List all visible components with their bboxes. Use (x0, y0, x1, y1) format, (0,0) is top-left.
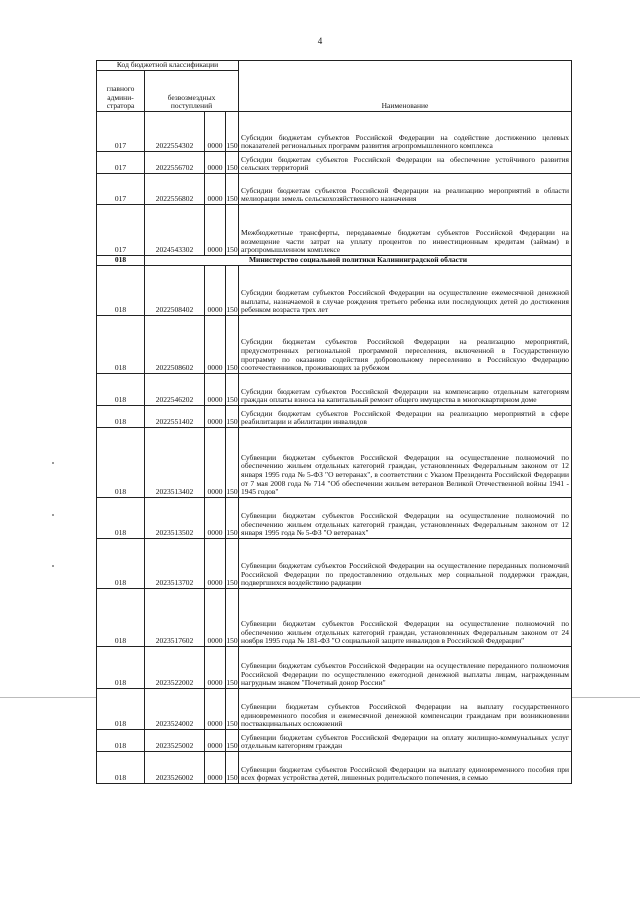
income-code-cell: 2023513702 (145, 539, 205, 589)
table-row (97, 689, 572, 730)
admin-code-cell: 018 (97, 539, 145, 589)
subtype-code-cell: 0000 (205, 539, 226, 589)
income-code-cell: 2023525002 (145, 730, 205, 752)
income-code-cell: 2024543302 (145, 205, 205, 256)
kind-code-cell: 150 (226, 374, 239, 406)
income-code-cell: 2022556702 (145, 152, 205, 174)
table-row (97, 539, 572, 589)
subtype-code-cell: 0000 (205, 428, 226, 498)
description-cell: Субсидии бюджетам субъектов Российской Федерации на реализацию мероприятий в сфере реабилитации и абилитации инвалидов (239, 406, 572, 428)
scan-artifact-dot (52, 565, 54, 567)
page-number: 4 (317, 36, 323, 46)
income-code-cell: 2022508602 (145, 316, 205, 374)
kind-code-cell: 150 (226, 589, 239, 647)
subtype-code-cell: 0000 (205, 266, 226, 316)
admin-code-cell: 018 (97, 589, 145, 647)
admin-code-cell: 018 (97, 498, 145, 539)
kind-code-cell: 150 (226, 498, 239, 539)
kind-code-cell: 150 (226, 689, 239, 730)
subtype-code-cell: 0000 (205, 112, 226, 152)
subtype-code-cell: 0000 (205, 406, 226, 428)
budget-classification-table (96, 60, 572, 784)
table-row (97, 647, 572, 689)
admin-code-cell: 018 (97, 374, 145, 406)
admin-code-cell: 017 (97, 152, 145, 174)
kind-code-cell: 150 (226, 152, 239, 174)
admin-code-cell: 018 (97, 647, 145, 689)
scan-artifact-dot (52, 462, 54, 464)
description-cell: Субсидии бюджетам субъектов Российской Федерации на реализацию мероприятий, предусмотренных региональной программой переселения, включенной в Государственную программу по оказанию содействия добровольному переселению в Российскую Федерацию соотечественников, проживающих за рубежом (239, 316, 572, 374)
kind-code-cell: 150 (226, 730, 239, 752)
subtype-code-cell: 0000 (205, 152, 226, 174)
description-cell: Субвенции бюджетам субъектов Российской Федерации на осуществление полномочий по обеспечению жильем отдельных категорий граждан, установленных Федеральным законом от 12 января 1995 года № 5-ФЗ "О ветеранах" (239, 498, 572, 539)
scan-artifact-line (572, 697, 640, 698)
table-row (97, 174, 572, 205)
description-cell: Субсидии бюджетам субъектов Российской Федерации на содействие достижению целевых показателей региональных программ развития агропромышленного комплекса (239, 112, 572, 152)
description-cell: Субвенции бюджетам субъектов Российской Федерации на выплату единовременного пособия при всех формах устройства детей, лишенных родительского попечения, в семью (239, 752, 572, 784)
description-cell: Субсидии бюджетам субъектов Российской Федерации на осуществление ежемесячной денежной выплаты, назначаемой в случае рождения третьего ребенка или последующих детей до достижения ребенком возраста трех лет (239, 266, 572, 316)
income-code-cell: 2022508402 (145, 266, 205, 316)
table-row (97, 428, 572, 498)
subtype-code-cell: 0000 (205, 647, 226, 689)
income-code-cell: 2022546202 (145, 374, 205, 406)
description-cell: Субвенции бюджетам субъектов Российской Федерации на осуществление переданных полномочий Российской Федерации по предоставлению отдельных мер социальной поддержки граждан, подвергшихся воздействию радиации (239, 539, 572, 589)
income-code-cell: 2023526002 (145, 752, 205, 784)
description-cell: Субвенции бюджетам субъектов Российской Федерации на осуществление переданного полномочия Российской Федерации по осуществлению ежегодной денежной выплаты лицам, награжденным нагрудным знаком "Почетный донор России" (239, 647, 572, 689)
admin-code-cell: 018 (97, 266, 145, 316)
admin-code-cell: 018 (97, 730, 145, 752)
table-row (97, 730, 572, 752)
income-code-cell: 2023513402 (145, 428, 205, 498)
subtype-code-cell: 0000 (205, 205, 226, 256)
table-row (97, 374, 572, 406)
income-code-cell: 2022556802 (145, 174, 205, 205)
subtype-code-cell: 0000 (205, 498, 226, 539)
subtype-code-cell: 0000 (205, 589, 226, 647)
kind-code-cell: 150 (226, 406, 239, 428)
kind-code-cell: 150 (226, 266, 239, 316)
description-cell: Субвенции бюджетам субъектов Российской Федерации на выплату государственного единовременного пособия и ежемесячной денежной компенсации гражданам при возникновении поствакцинальных осложнений (239, 689, 572, 730)
table-row (97, 316, 572, 374)
kind-code-cell: 150 (226, 539, 239, 589)
admin-code-cell: 017 (97, 112, 145, 152)
kind-code-cell: 150 (226, 205, 239, 256)
description-cell: Субвенции бюджетам субъектов Российской Федерации на оплату жилищно-коммунальных услуг отдельным категориям граждан (239, 730, 572, 752)
admin-code-cell: 018 (97, 752, 145, 784)
admin-code-cell: 018 (97, 256, 145, 266)
income-code-cell: 2022551402 (145, 406, 205, 428)
ministry-name-cell: Министерство социальной политики Калининградской области (145, 256, 572, 266)
income-code-cell: 2023524002 (145, 689, 205, 730)
header-budget-code: Код бюджетной классификации (97, 61, 239, 71)
kind-code-cell: 150 (226, 316, 239, 374)
subtype-code-cell: 0000 (205, 730, 226, 752)
subtype-code-cell: 0000 (205, 316, 226, 374)
subtype-code-cell: 0000 (205, 689, 226, 730)
table-row (97, 406, 572, 428)
description-cell: Субсидии бюджетам субъектов Российской Федерации на реализацию мероприятий в области мелиорации земель сельскохозяйственного назначения (239, 174, 572, 205)
admin-code-cell: 018 (97, 689, 145, 730)
income-code-cell: 2023513502 (145, 498, 205, 539)
table-row (97, 112, 572, 152)
scan-artifact-dot (52, 514, 54, 516)
table-row (97, 205, 572, 256)
subtype-code-cell: 0000 (205, 374, 226, 406)
header-admin: главного админи-стратора (97, 71, 145, 112)
description-cell: Субсидии бюджетам субъектов Российской Федерации на обеспечение устойчивого развития сельских территорий (239, 152, 572, 174)
kind-code-cell: 150 (226, 174, 239, 205)
subtype-code-cell: 0000 (205, 174, 226, 205)
income-code-cell: 2022554302 (145, 112, 205, 152)
admin-code-cell: 018 (97, 316, 145, 374)
kind-code-cell: 150 (226, 428, 239, 498)
section-row (97, 256, 572, 266)
income-code-cell: 2023522002 (145, 647, 205, 689)
table-row (97, 152, 572, 174)
subtype-code-cell: 0000 (205, 752, 226, 784)
description-cell: Субвенции бюджетам субъектов Российской Федерации на осуществление полномочий по обеспечению жильем отдельных категорий граждан, установленных Федеральным законом от 24 ноября 1995 года № 181-ФЗ "О социальной защите инвалидов в Российской Федерации" (239, 589, 572, 647)
header-name: Наименование (239, 61, 572, 112)
admin-code-cell: 017 (97, 205, 145, 256)
table-row (97, 498, 572, 539)
description-cell: Субсидии бюджетам субъектов Российской Федерации на компенсацию отдельным категориям граждан оплаты взноса на капитальный ремонт общего имущества в многоквартирном доме (239, 374, 572, 406)
admin-code-cell: 018 (97, 406, 145, 428)
table-body (97, 112, 572, 784)
admin-code-cell: 017 (97, 174, 145, 205)
table-row (97, 589, 572, 647)
admin-code-cell: 018 (97, 428, 145, 498)
kind-code-cell: 150 (226, 647, 239, 689)
scan-artifact-line (0, 697, 96, 698)
table-row (97, 266, 572, 316)
description-cell: Субвенции бюджетам субъектов Российской Федерации на осуществление полномочий по обеспечению жильем отдельных категорий граждан, установленных Федеральным законом от 12 января 1995 года № 5-ФЗ "О ветеранах", в соответствии с Указом Президента Российской Федерации от 7 мая 2008 года № 714 "Об обеспечении жильем ветеранов Великой Отечественной войны 1941 - 1945 годов" (239, 428, 572, 498)
header-income: безвозмездных поступлений (145, 71, 239, 112)
kind-code-cell: 150 (226, 112, 239, 152)
table-row (97, 752, 572, 784)
description-cell: Межбюджетные трансферты, передаваемые бюджетам субъектов Российской Федерации на возмещение части затрат на уплату процентов по инвестиционным кредитам (займам) в агропромышленном комплексе (239, 205, 572, 256)
kind-code-cell: 150 (226, 752, 239, 784)
income-code-cell: 2023517602 (145, 589, 205, 647)
